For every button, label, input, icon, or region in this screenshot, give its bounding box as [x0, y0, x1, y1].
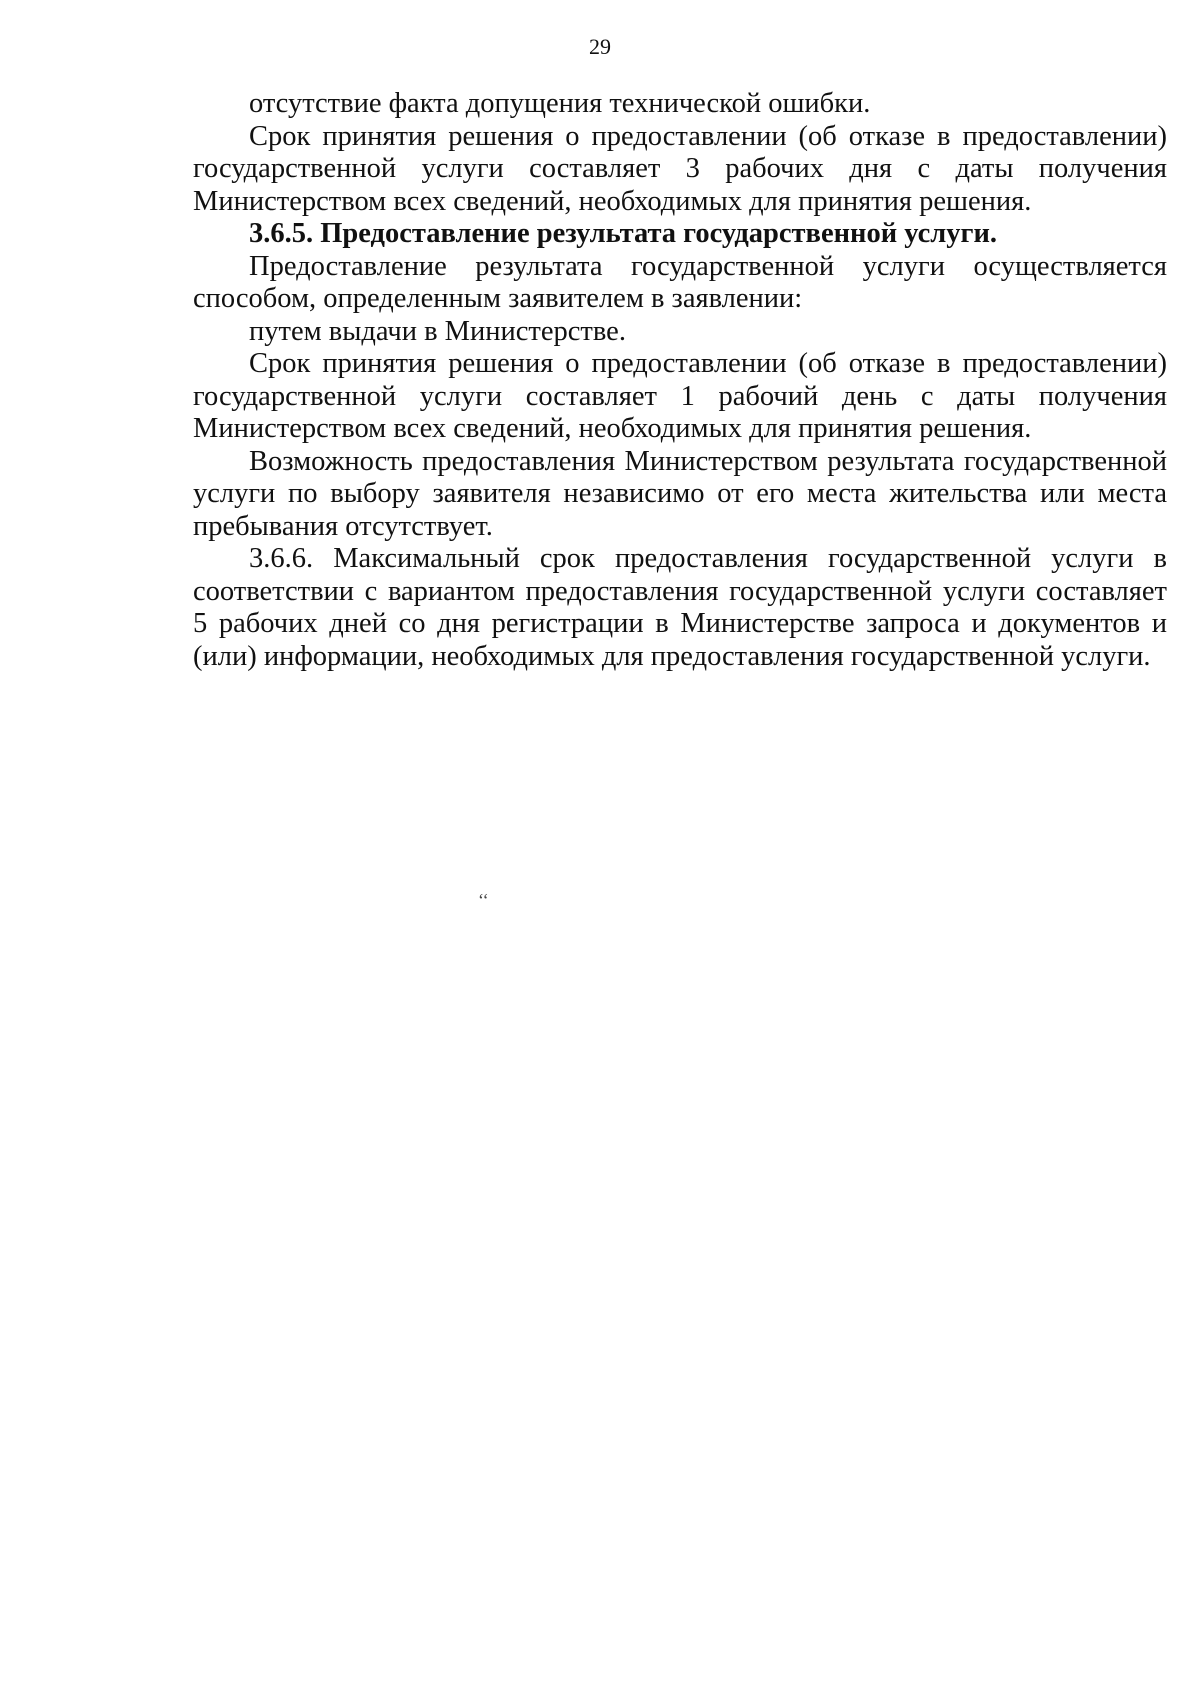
paragraph-no-technical-error: отсутствие факта допущения технической ошибки. [249, 88, 871, 119]
paragraph-extraterritorial-principle: Возможность предоставления Министерством результата государственной услуги по выбору заявителя независимо от его места жительства или места пребывания отсутствует. [193, 445, 1167, 542]
paragraph-3-6-6-max-term: 3.6.6. Максимальный срок предоставления государственной услуги в соответствии с вариантом предоставления государственной услуги составляет 5 рабочих дней со дня регистрации в Министерстве запроса и документов и (или) информации, необходимых для предоставления государственной услуги. [193, 543, 1167, 672]
page-number: 29 [589, 34, 611, 59]
paragraph-decision-term-3-days: Срок принятия решения о предоставлении (об отказе в предоставлении) государственной услуги составляет 3 рабочих дня с даты получения Министерством всех сведений, необходимых для принятия решения. [193, 120, 1167, 217]
stray-mark: ‘‘ [478, 890, 489, 910]
section-heading-3-6-5: 3.6.5. Предоставление результата государственной услуги. [249, 218, 997, 249]
document-body [193, 88, 1167, 673]
paragraph-result-delivery-method: Предоставление результата государственной услуги осуществляется способом, определенным заявителем в заявлении: [193, 250, 1167, 314]
paragraph-decision-term-1-day: Срок принятия решения о предоставлении (об отказе в предоставлении) государственной услуги составляет 1 рабочий день с даты получения Министерством всех сведений, необходимых для принятия решения. [193, 348, 1167, 444]
paragraph-issue-at-ministry: путем выдачи в Министерстве. [249, 315, 626, 347]
